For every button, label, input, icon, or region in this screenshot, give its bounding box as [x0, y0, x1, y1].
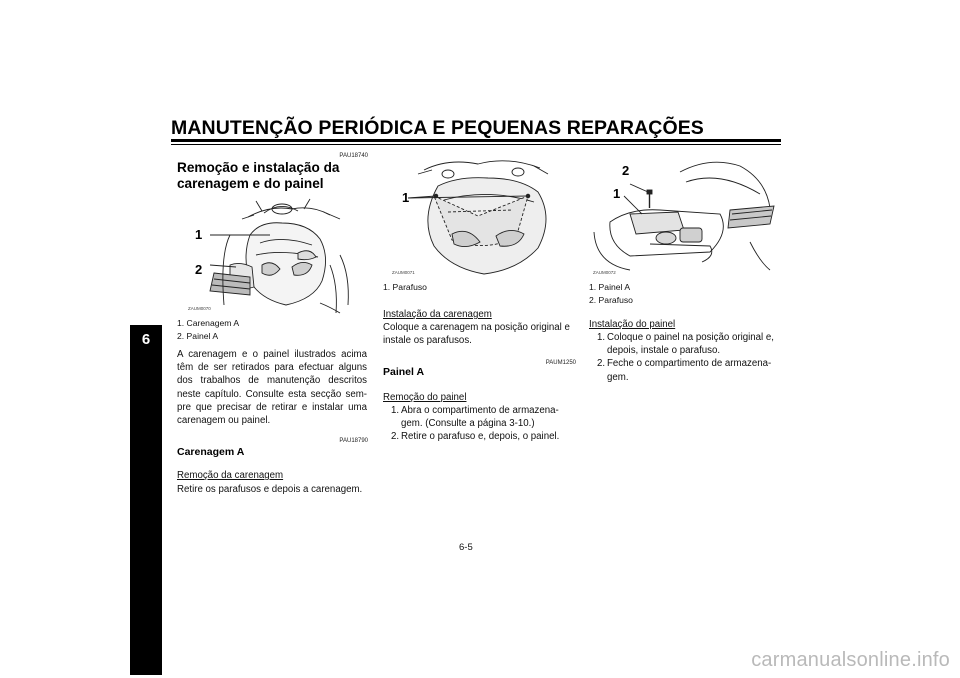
install-steps: [589, 331, 783, 384]
page-title: MANUTENÇÃO PERIÓDICA E PEQUENAS REPARAÇÕES: [171, 117, 704, 139]
list-text: Retire o parafuso e, depois, o painel.: [401, 431, 560, 443]
callout-1: 1: [402, 190, 410, 205]
cowling-bolts-illustration: [388, 152, 578, 277]
list-item: [383, 404, 576, 430]
list-number: 2.: [391, 431, 400, 443]
list-number: 1.: [597, 332, 606, 343]
list-text: Abra o compartimento de armazena-gem. (Consulte a página 3-10.): [401, 405, 559, 430]
list-item: [383, 430, 576, 443]
intro-paragraph: A carenagem e o painel ilustrados acima têm de ser retirados para efectuar alguns dos trabalhos de manutenção descritos neste capítulo. Consulte esta secção sem-pre que precisar de retirar e instalar uma carenagem ou painel.: [177, 349, 367, 427]
figure-captions: [589, 281, 779, 306]
caption-item: 1. Parafuso: [383, 282, 427, 292]
callout-1: 1: [613, 186, 621, 201]
header-rule-thin: [171, 144, 781, 145]
list-number: 2.: [597, 358, 606, 370]
figure-code: ZAUM0070: [188, 306, 211, 311]
header-rule-thick: [171, 139, 781, 142]
section-code: PAUM1250: [545, 360, 576, 366]
chapter-tab: 6: [130, 325, 162, 675]
caption-item: 1. Painel A: [589, 282, 631, 292]
figure-code: ZAUM0072: [593, 270, 616, 275]
section-code: PAU18740: [339, 153, 368, 159]
callout-2: 2: [195, 262, 203, 277]
figure-code: ZAUM0071: [392, 270, 415, 275]
removal-title: Remoção da carenagem: [177, 470, 284, 481]
panel-bolt-illustration: [590, 152, 782, 277]
callout-1: 1: [195, 227, 203, 242]
removal-text: Retire os parafusos e depois a carenagem.: [177, 484, 363, 495]
section-title-line-2: carenagem e do painel: [177, 176, 324, 191]
scooter-front-illustration: [190, 195, 370, 315]
caption-item: 2. Painel A: [177, 330, 219, 341]
install-title: Instalação da carenagem: [383, 309, 492, 320]
figure-captions: [177, 317, 367, 342]
page-number: 6-5: [459, 542, 473, 553]
watermark: carmanualsonline.info: [751, 649, 950, 671]
list-number: 1.: [391, 405, 400, 416]
removal-title: Remoção do painel: [383, 392, 467, 403]
figure-cowling-bolts: [388, 152, 578, 277]
section-title: [177, 160, 367, 192]
list-text: Coloque o painel na posição original e, depois, instale o parafuso.: [607, 332, 774, 357]
subhead-painel-a: Painel A: [383, 366, 425, 378]
install-text: Coloque a carenagem na posição original e instale os parafusos.: [383, 322, 570, 347]
caption-item: 1. Carenagem A: [177, 318, 240, 328]
list-item: [589, 331, 783, 357]
caption-item: 2. Parafuso: [589, 294, 633, 305]
section-title-line-1: Remoção e instalação da: [177, 160, 340, 175]
figure-captions: [383, 281, 573, 294]
list-text: Feche o compartimento de armazena-gem.: [607, 358, 772, 383]
install-title: Instalação do painel: [589, 319, 676, 330]
section-code: PAU18790: [339, 438, 368, 444]
list-item: [589, 357, 783, 383]
subhead-carenagem-a: Carenagem A: [177, 446, 245, 458]
callout-2: 2: [622, 163, 630, 178]
figure-panel-bolt: [590, 152, 782, 277]
removal-steps: [383, 404, 576, 444]
figure-scooter-cowling: [190, 195, 370, 315]
